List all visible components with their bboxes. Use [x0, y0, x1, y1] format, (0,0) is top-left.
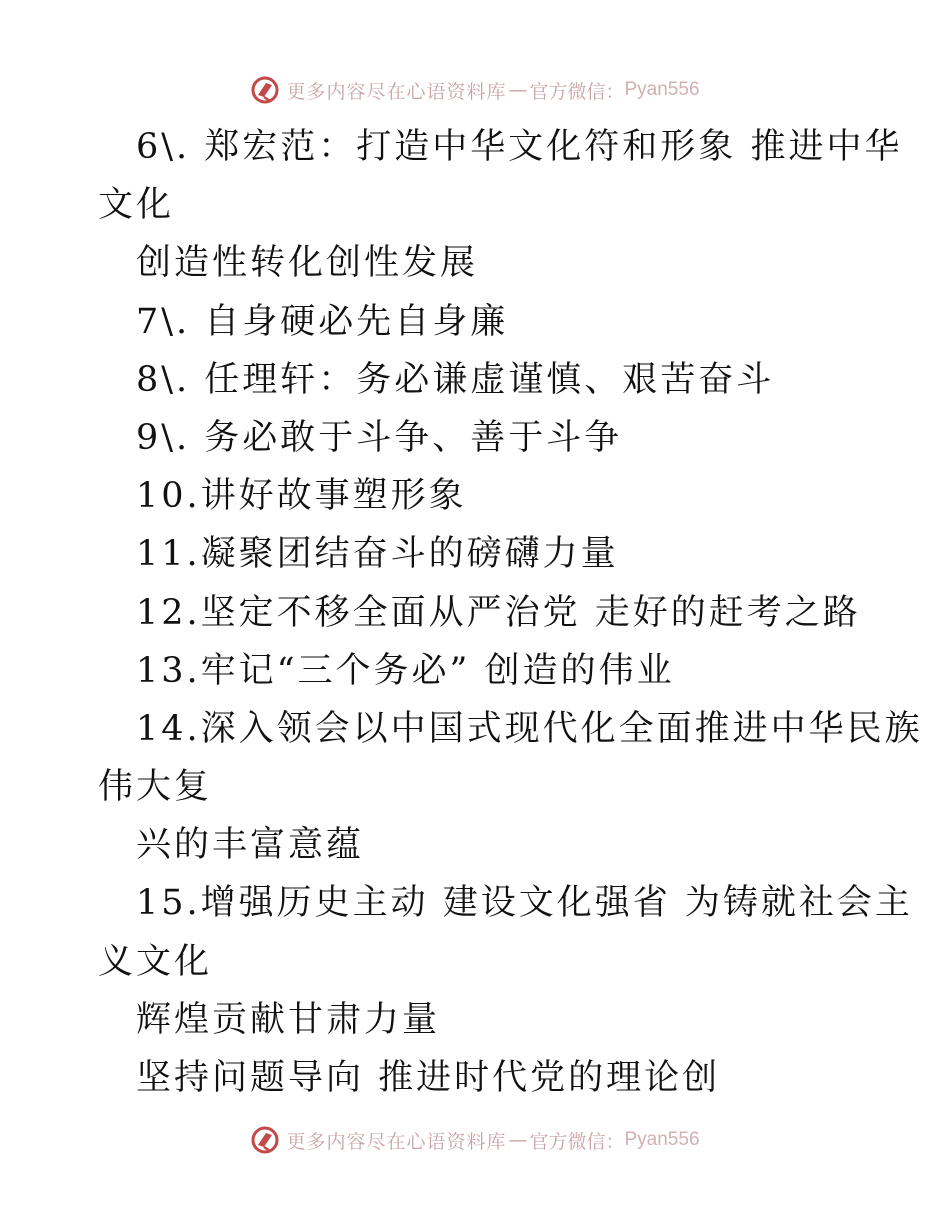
- text-line: 9\. 务必敢于斗争、善于斗争: [136, 417, 623, 458]
- text-line: 坚持问题导向 推进时代党的理论创: [136, 1058, 721, 1098]
- text-line: 15.增强历史主动 建设文化强省 为铸就社会主: [136, 883, 913, 924]
- text-line: 10.讲好故事塑形象: [136, 476, 467, 517]
- text-line: 兴的丰富意蕴: [136, 825, 365, 866]
- banner-separator: —: [508, 1129, 528, 1151]
- text-line: 义文化: [98, 941, 213, 982]
- footer-banner: [0, 1120, 950, 1160]
- brand-seal-icon: [250, 1125, 280, 1155]
- banner-separator: —: [508, 79, 528, 101]
- banner-wechat-id: Pyan556: [624, 1129, 700, 1150]
- text-line: 创造性转化创性发展: [136, 243, 479, 284]
- text-line: 12.坚定不移全面从严治党 走好的赶考之路: [136, 592, 861, 633]
- text-line: 文化: [98, 185, 175, 226]
- text-line: 7\. 自身硬必先自身廉: [136, 301, 509, 342]
- text-line: 14.深入领会以中国式现代化全面推进中华民族: [136, 708, 923, 749]
- text-line: 11.凝聚团结奋斗的磅礴力量: [136, 534, 619, 575]
- banner-wechat-label: 官方微信：: [529, 1130, 625, 1153]
- banner-wechat-label: 官方微信：: [529, 80, 625, 103]
- text-line: 辉煌贡献甘肃力量: [136, 999, 441, 1040]
- banner-brand-text: 更多内容尽在心语资料库: [286, 1130, 507, 1153]
- banner-wechat-id: Pyan556: [624, 79, 700, 100]
- text-line: 8\. 任理轩：务必谦虚谨慎、艰苦奋斗: [136, 359, 775, 400]
- text-line: 6\. 郑宏范：打造中华文化符和形象 推进中华: [136, 127, 903, 167]
- text-line: 伟大复: [98, 767, 213, 808]
- text-line: 13.牢记“三个务必” 创造的伟业: [136, 650, 675, 691]
- brand-seal-icon: [250, 75, 280, 105]
- banner-brand-text: 更多内容尽在心语资料库: [286, 80, 507, 103]
- header-banner: [0, 70, 950, 110]
- document-body: [98, 118, 923, 1107]
